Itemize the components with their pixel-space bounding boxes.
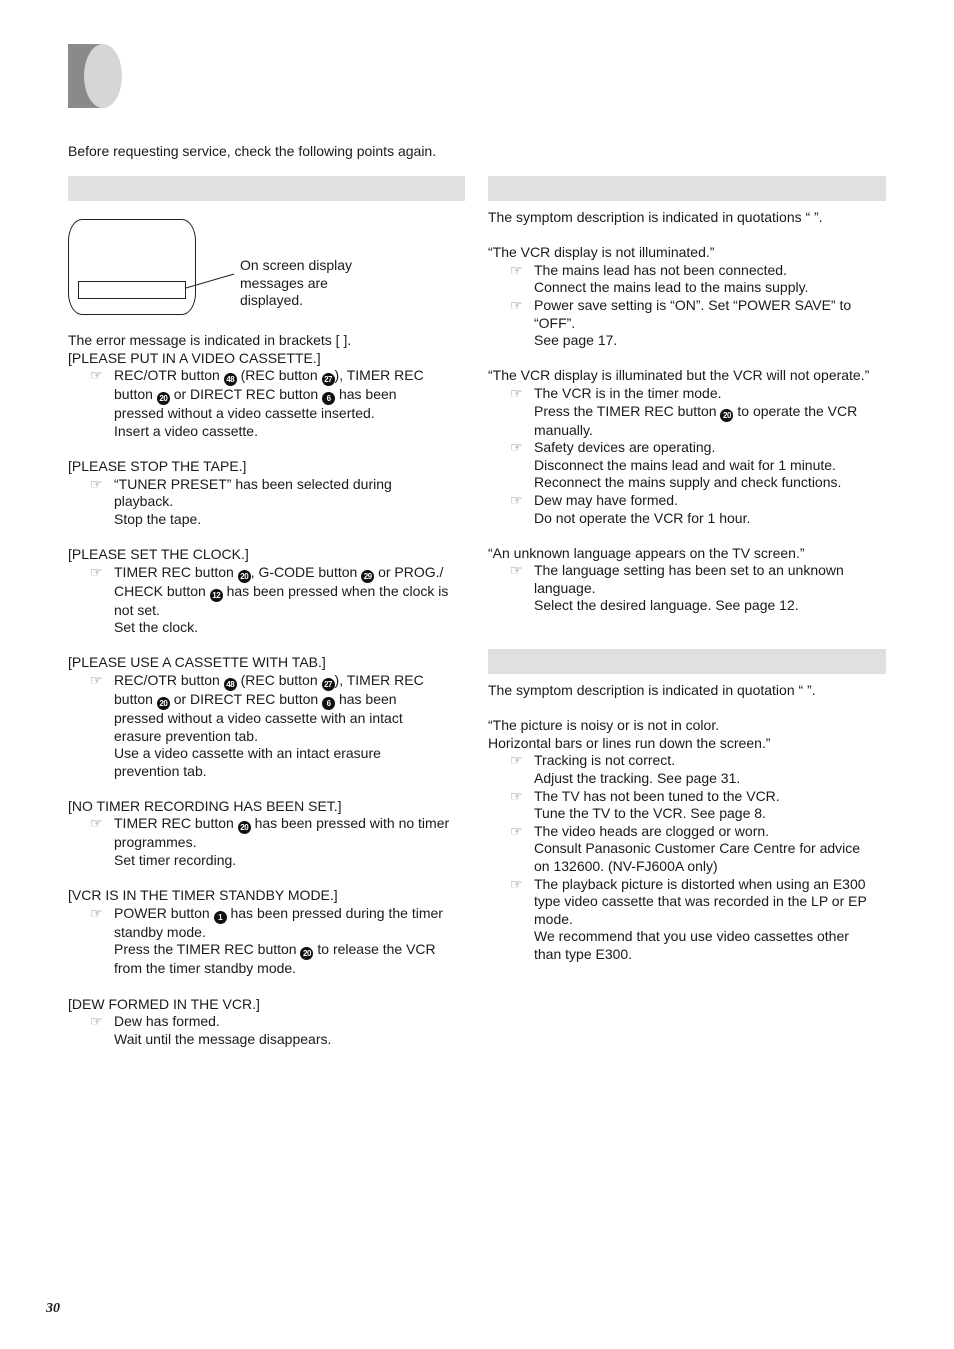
button-number-icon: 12 xyxy=(210,589,223,602)
button-number-icon: 29 xyxy=(361,570,374,583)
text-line: than type E300. xyxy=(534,945,633,962)
remedy-item xyxy=(68,476,468,529)
error-title: [DEW FORMED IN THE VCR.] xyxy=(68,995,260,1012)
page-number: 30 xyxy=(46,1301,60,1316)
symptom-block xyxy=(488,367,888,527)
text-line: Select the desired language. See page 12. xyxy=(534,597,799,614)
symptom-title: “The VCR display is illuminated but the VCR will not operate.” xyxy=(488,367,870,384)
button-number-icon: 6 xyxy=(322,392,335,405)
remedy-item xyxy=(488,492,888,527)
remedy-item xyxy=(488,876,888,964)
text-line: We recommend that you use video cassettes other xyxy=(534,928,849,945)
remedy-item xyxy=(488,439,888,492)
text-line: mode. xyxy=(534,910,573,927)
text-line: TIMER REC button 20 has been pressed with no timer xyxy=(114,815,450,833)
tv-caption xyxy=(240,257,352,310)
remedy-item xyxy=(488,385,888,439)
pointing-hand-icon: ☞ xyxy=(510,491,523,508)
symptom-title: Horizontal bars or lines run down the screen.” xyxy=(488,734,771,751)
text-line: See page 17. xyxy=(534,332,618,349)
symptom-title: “The picture is noisy or is not in color. xyxy=(488,717,720,734)
text-line: Dew may have formed. xyxy=(534,491,678,508)
text-line: CHECK button 12 has been pressed when the clock is xyxy=(114,582,449,600)
error-message-block xyxy=(68,546,468,637)
button-number-icon: 6 xyxy=(322,697,335,710)
text-line: POWER button 1 has been pressed during the timer xyxy=(114,904,443,922)
pointing-hand-icon: ☞ xyxy=(90,1013,103,1030)
remedy-item xyxy=(68,1013,468,1048)
remedy-item xyxy=(68,564,468,637)
button-number-icon: 27 xyxy=(322,678,335,691)
text-line: button 20 or DIRECT REC button 6 has been xyxy=(114,386,397,404)
text-line: Set timer recording. xyxy=(114,852,237,869)
pointing-hand-icon: ☞ xyxy=(510,384,523,401)
text-line: Stop the tape. xyxy=(114,510,202,527)
pointing-hand-icon: ☞ xyxy=(90,563,103,580)
button-number-icon: 27 xyxy=(322,373,335,386)
text-line: Do not operate the VCR for 1 hour. xyxy=(534,509,751,526)
symptom-title: “An unknown language appears on the TV screen.” xyxy=(488,544,805,561)
error-title: [PLEASE PUT IN A VIDEO CASSETTE.] xyxy=(68,349,321,366)
button-number-icon: 20 xyxy=(238,570,251,583)
error-message-block xyxy=(68,887,468,978)
error-title: [VCR IS IN THE TIMER STANDBY MODE.] xyxy=(68,887,338,904)
section-header-bar-right-bottom xyxy=(488,649,886,674)
pointing-hand-icon: ☞ xyxy=(510,822,523,839)
text-line: prevention tab. xyxy=(114,762,207,779)
text-line: Insert a video cassette. xyxy=(114,422,258,439)
error-lead: The error message is indicated in brackets [ ]. xyxy=(68,332,352,348)
remedy-item xyxy=(488,562,888,615)
pointing-hand-icon: ☞ xyxy=(90,815,103,832)
button-number-icon: 20 xyxy=(300,947,313,960)
pointing-hand-icon: ☞ xyxy=(510,787,523,804)
text-line: playback. xyxy=(114,493,174,510)
text-line: TIMER REC button 20 , G-CODE button 29 or PROG./ xyxy=(114,563,444,581)
text-line: Connect the mains lead to the mains supply. xyxy=(534,279,809,296)
remedy-item xyxy=(488,788,888,823)
pointing-hand-icon: ☞ xyxy=(90,671,103,688)
text-line: pressed without a video cassette inserted. xyxy=(114,405,375,422)
text-line: Use a video cassette with an intact erasure xyxy=(114,745,381,762)
pointing-hand-icon: ☞ xyxy=(510,439,523,456)
text-line: not set. xyxy=(114,601,160,618)
tv-caption-line: On screen display xyxy=(240,257,353,273)
symptom-block xyxy=(488,244,888,350)
error-messages-column xyxy=(68,332,468,1066)
button-number-icon: 48 xyxy=(224,373,237,386)
tv-caption-line: messages are xyxy=(240,274,328,291)
text-line: standby mode. xyxy=(114,923,206,940)
error-message-block xyxy=(68,458,468,528)
button-number-icon: 48 xyxy=(224,678,237,691)
remedy-item xyxy=(488,752,888,787)
error-title: [PLEASE USE A CASSETTE WITH TAB.] xyxy=(68,654,326,671)
pointing-hand-icon: ☞ xyxy=(510,296,523,313)
remedy-item xyxy=(68,367,468,440)
symptom-block xyxy=(488,545,888,615)
pointing-hand-icon: ☞ xyxy=(510,261,523,278)
intro-text: Before requesting service, check the following points again. xyxy=(68,143,437,159)
text-line: Wait until the message disappears. xyxy=(114,1030,332,1047)
remedy-item xyxy=(488,262,888,297)
text-line: Adjust the tracking. See page 31. xyxy=(534,769,741,786)
error-message-block xyxy=(68,996,468,1049)
error-title: [NO TIMER RECORDING HAS BEEN SET.] xyxy=(68,797,342,814)
text-line: The mains lead has not been connected. xyxy=(534,261,787,278)
pointing-hand-icon: ☞ xyxy=(90,475,103,492)
button-number-icon: 20 xyxy=(157,697,170,710)
pointing-hand-icon: ☞ xyxy=(90,904,103,921)
text-line: Consult Panasonic Customer Care Centre for advice xyxy=(534,840,861,857)
tv-caption-line: displayed. xyxy=(240,292,304,309)
remedy-item xyxy=(488,297,888,350)
text-line: Dew has formed. xyxy=(114,1013,220,1030)
text-line: Tune the TV to the VCR. See page 8. xyxy=(534,805,766,822)
error-message-block xyxy=(68,798,468,870)
text-line: Safety devices are operating. xyxy=(534,439,716,456)
error-title: [PLEASE SET THE CLOCK.] xyxy=(68,545,249,562)
text-line: Press the TIMER REC button 20 to release the VCR xyxy=(114,941,436,959)
pointing-hand-icon: ☞ xyxy=(510,562,523,579)
symptom-lead: The symptom description is indicated in quotations “ ”. xyxy=(488,209,823,225)
button-number-icon: 20 xyxy=(720,409,733,422)
text-line: Press the TIMER REC button 20 to operate the VCR xyxy=(534,402,858,420)
remedy-item xyxy=(68,905,468,978)
remedy-item xyxy=(68,672,468,780)
text-line: REC/OTR button 48 (REC button 27 ), TIMER REC xyxy=(114,671,424,689)
text-line: The video heads are clogged or worn. xyxy=(534,822,770,839)
picture-symptoms-column xyxy=(488,682,888,981)
remedy-item xyxy=(68,815,468,869)
text-line: The VCR is in the timer mode. xyxy=(534,384,722,401)
text-line: type video cassette that was recorded in the LP or EP xyxy=(534,893,867,910)
text-line: programmes. xyxy=(114,834,197,851)
text-line: Reconnect the mains supply and check functions. xyxy=(534,474,842,491)
text-line: REC/OTR button 48 (REC button 27 ), TIMER REC xyxy=(114,367,424,385)
text-line: from the timer standby mode. xyxy=(114,960,297,977)
button-number-icon: 1 xyxy=(214,911,227,924)
text-line: button 20 or DIRECT REC button 6 has been xyxy=(114,690,397,708)
error-message-block xyxy=(68,350,468,441)
text-line: Tracking is not correct. xyxy=(534,752,676,769)
symptom-lead: The symptom description is indicated in quotation “ ”. xyxy=(488,682,816,698)
text-line: The TV has not been tuned to the VCR. xyxy=(534,787,780,804)
text-line: “TUNER PRESET” has been selected during xyxy=(114,475,392,492)
text-line: Power save setting is “ON”. Set “POWER SAVE” to xyxy=(534,296,852,313)
text-line: language. xyxy=(534,579,596,596)
text-line: on 132600. (NV-FJ600A only) xyxy=(534,857,718,874)
remedy-item xyxy=(488,823,888,876)
text-line: “OFF”. xyxy=(534,314,576,331)
text-line: erasure prevention tab. xyxy=(114,727,258,744)
pointing-hand-icon: ☞ xyxy=(510,875,523,892)
button-number-icon: 20 xyxy=(238,821,251,834)
text-line: Disconnect the mains lead and wait for 1 minute. xyxy=(534,456,836,473)
text-line: The language setting has been set to an unknown xyxy=(534,562,844,579)
symptom-block xyxy=(488,717,888,963)
power-symptoms-column xyxy=(488,209,888,633)
text-line: Set the clock. xyxy=(114,619,199,636)
pointing-hand-icon: ☞ xyxy=(510,752,523,769)
error-message-block xyxy=(68,654,468,780)
text-line: The playback picture is distorted when using an E300 xyxy=(534,875,866,892)
text-line: manually. xyxy=(534,421,593,438)
pointing-hand-icon: ☞ xyxy=(90,367,103,384)
button-number-icon: 20 xyxy=(157,392,170,405)
error-title: [PLEASE STOP THE TAPE.] xyxy=(68,457,247,474)
symptom-title: “The VCR display is not illuminated.” xyxy=(488,244,715,261)
text-line: pressed without a video cassette with an intact xyxy=(114,709,403,726)
